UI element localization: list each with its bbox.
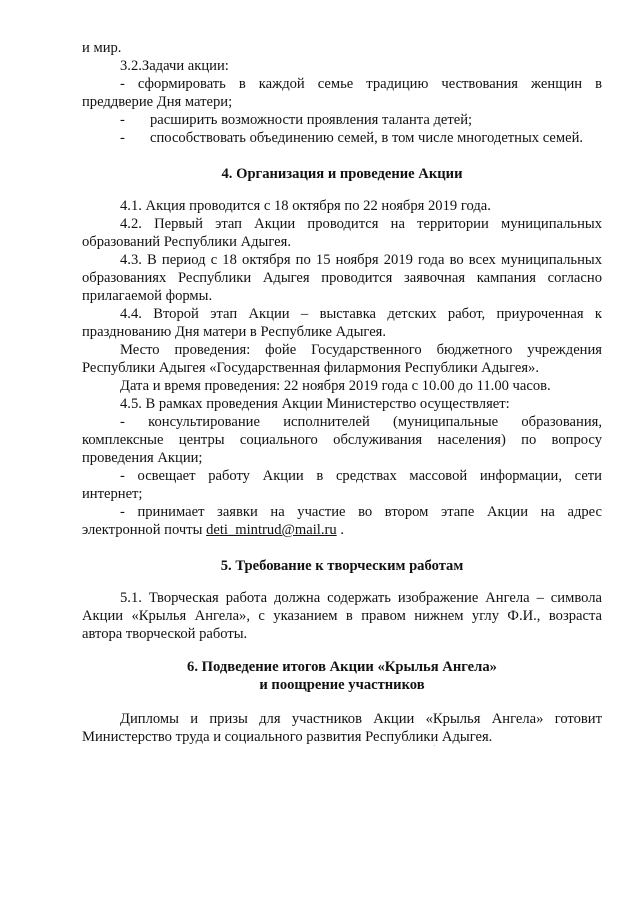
text-line: автора творческой работы.: [82, 626, 248, 642]
bullet-item: [120, 111, 602, 129]
text-line: комплексные центры социального обслуживания населения) по вопросу: [82, 432, 602, 448]
bullet-text: расширить возможности проявления таланта детей;: [150, 112, 473, 128]
dash-marker: -: [120, 112, 125, 128]
section-heading: и поощрение участников: [259, 677, 425, 693]
bullet-item: [120, 129, 602, 147]
section-heading: 5. Требование к творческим работам: [220, 558, 464, 574]
text-line: 4.5. В рамках проведения Акции Министерство осуществляет:: [120, 396, 510, 412]
email-link[interactable]: deti_mintrud@mail.ru: [206, 522, 337, 538]
text-line: Место проведения: фойе Государственного бюджетного учреждения: [120, 342, 602, 358]
section-heading: 6. Подведение итогов Акции «Крылья Ангела»: [187, 659, 497, 675]
text-line: Министерство труда и социального развития Республики Адыгея.: [82, 729, 493, 745]
text-line: Дата и время проведения: 22 ноября 2019 года с 10.00 до 11.00 часов.: [120, 378, 551, 394]
scan-speck: [434, 745, 435, 746]
text-line: 3.2.Задачи акции:: [120, 58, 229, 74]
section-heading: 4. Организация и проведение Акции: [221, 166, 463, 182]
text-line: и мир.: [82, 40, 122, 56]
text-line: 5.1. Творческая работа должна содержать изображение Ангела – символа: [120, 590, 602, 606]
text-line: 4.4. Второй этап Акции – выставка детских работ, приуроченная к: [120, 306, 602, 322]
text-line: празднованию Дня матери в Республике Адыгея.: [82, 324, 387, 340]
text-line: образованиях Республики Адыгея проводится заявочная кампания согласно: [82, 270, 602, 286]
text-line: - консультирование исполнителей (муниципальные образования,: [120, 414, 602, 430]
text-fragment: .: [336, 522, 344, 538]
bullet-text: способствовать объединению семей, в том числе многодетных семей.: [150, 130, 584, 146]
text-line: преддверие Дня матери;: [82, 94, 233, 110]
text-line: интернет;: [82, 486, 143, 502]
text-line: образований Республики Адыгея.: [82, 234, 291, 250]
text-line: - сформировать в каждой семье традицию чествования женщин в: [120, 76, 602, 92]
text-line: 4.3. В период с 18 октября по 15 ноября 2019 года во всех муниципальных: [120, 252, 602, 268]
text-fragment: электронной почты: [82, 522, 207, 538]
text-line: Акции «Крылья Ангела», с указанием в правом нижнем углу Ф.И., возраста: [82, 608, 602, 624]
text-line: [82, 521, 602, 539]
text-line: проведения Акции;: [82, 450, 203, 466]
dash-marker: -: [120, 130, 125, 146]
text-line: Республики Адыгея «Государственная филармония Республики Адыгея».: [82, 360, 540, 376]
text-line: прилагаемой формы.: [82, 288, 213, 304]
text-line: 4.1. Акция проводится с 18 октября по 22 ноября 2019 года.: [120, 198, 491, 214]
text-line: - освещает работу Акции в средствах массовой информации, сети: [120, 468, 602, 484]
text-line: 4.2. Первый этап Акции проводится на территории муниципальных: [120, 216, 602, 232]
text-line: Дипломы и призы для участников Акции «Крылья Ангела» готовит: [120, 711, 602, 727]
text-line: - принимает заявки на участие во втором этапе Акции на адрес: [120, 504, 602, 520]
